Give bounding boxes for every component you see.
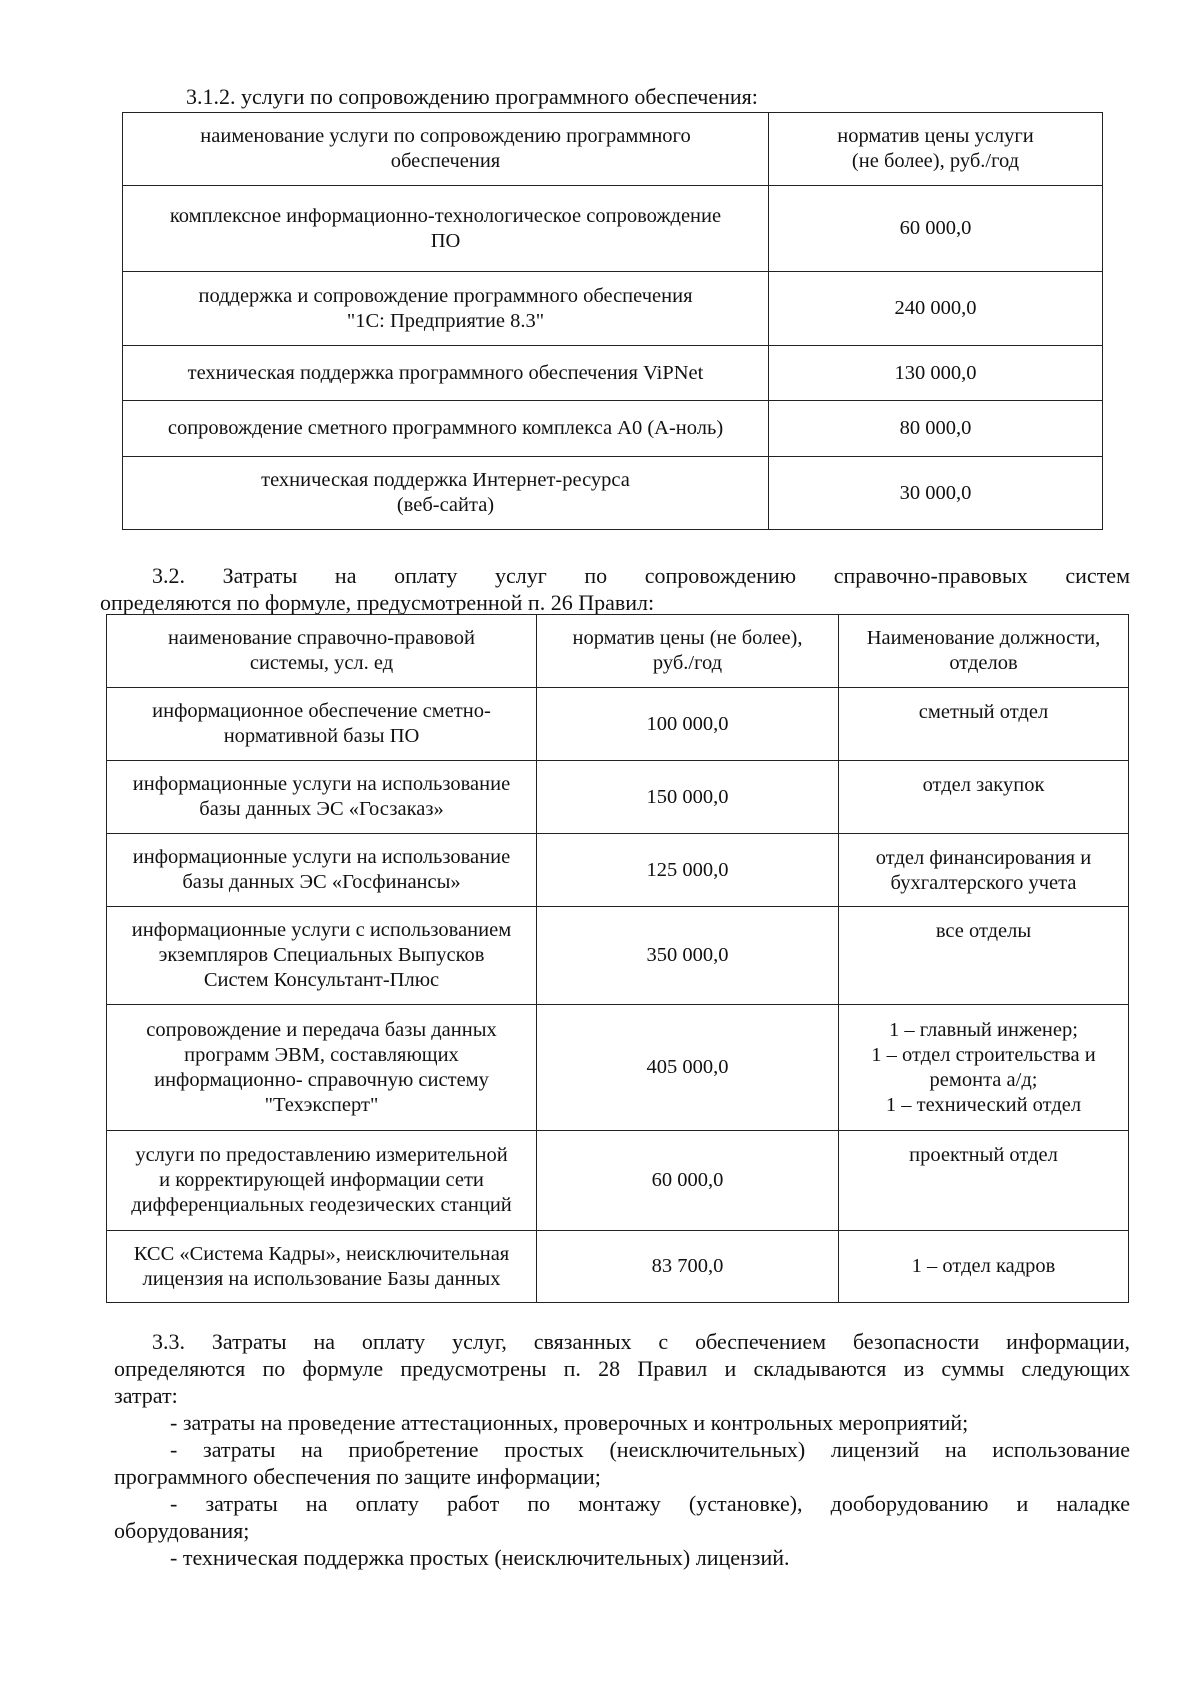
header-service-name: наименование услуги по сопровождению программного обеспечения [123,113,769,186]
price-cell: 350 000,0 [537,907,839,1005]
service-name-cell: техническая поддержка Интернет-ресурса (веб-сайта) [123,457,769,530]
price-cell: 150 000,0 [537,761,839,834]
price-cell: 60 000,0 [537,1131,839,1231]
department-cell: 1 – главный инженер; 1 – отдел строительства и ремонта а/д; 1 – технический отдел [839,1005,1129,1131]
header-price: норматив цены (не более), руб./год [537,615,839,688]
price-cell: 130 000,0 [769,346,1103,401]
software-support-table [122,112,1103,530]
section-3-1-2-heading: 3.1.2. услуги по сопровождению программного обеспечения: [186,84,758,109]
department-cell: все отделы [839,907,1129,1005]
price-cell: 405 000,0 [537,1005,839,1131]
table-row [107,1005,1129,1131]
table-row [123,272,1103,346]
service-name-cell: сопровождение сметного программного комплекса А0 (А-ноль) [123,401,769,457]
table-header-row [123,113,1103,186]
department-cell: сметный отдел [839,688,1129,761]
system-name-cell: информационные услуги с использованием экземпляров Специальных Выпусков Систем Консультант-Плюс [107,907,537,1005]
table-row [107,688,1129,761]
bullet-item: - затраты на оплату работ по монтажу (установке), дооборудованию и наладке [170,1491,1130,1516]
bullet-item: - затраты на приобретение простых (неисключительных) лицензий на использование [170,1437,1130,1462]
service-name-cell: поддержка и сопровождение программного обеспечения "1С: Предприятие 8.3" [123,272,769,346]
table-row [107,834,1129,907]
table-header-row [107,615,1129,688]
system-name-cell: сопровождение и передача базы данных программ ЭВМ, составляющих информационно- справочную систему "Техэксперт" [107,1005,537,1131]
table-row [123,346,1103,401]
service-name-cell: техническая поддержка программного обеспечения ViPNet [123,346,769,401]
department-cell: отдел финансирования и бухгалтерского учета [839,834,1129,907]
bullet-item: - затраты на проведение аттестационных, проверочных и контрольных мероприятий; [170,1410,969,1435]
price-cell: 83 700,0 [537,1231,839,1303]
system-name-cell: услуги по предоставлению измерительной и корректирующей информации сети дифференциальных геодезических станций [107,1131,537,1231]
header-department: Наименование должности, отделов [839,615,1129,688]
price-cell: 80 000,0 [769,401,1103,457]
legal-reference-systems-table [106,614,1129,1303]
system-name-cell: информационные услуги на использование базы данных ЭС «Госфинансы» [107,834,537,907]
table-row [107,1231,1129,1303]
price-cell: 125 000,0 [537,834,839,907]
table-row [123,401,1103,457]
section-3-3-paragraph: 3.3. Затраты на оплату услуг, связанных с обеспечением безопасности информации, определяются по формуле предусмотрены п. 28 Правил и складываются из суммы следующих затрат: - затраты на проведение аттестационных, проверочных и контрольных мероприятий; - затраты на приобретение простых (неисключительных) лицензий на использование программного обеспечения по защите информации; - затраты на оплату работ по монтажу (установке), дооборудованию и наладке оборудования; - техническая поддержка простых (неисключительных) лицензий. [114,1329,1130,1570]
price-cell: 30 000,0 [769,457,1103,530]
price-cell: 100 000,0 [537,688,839,761]
department-cell: 1 – отдел кадров [839,1231,1129,1303]
table-row [107,1131,1129,1231]
system-name-cell: информационное обеспечение сметно- нормативной базы ПО [107,688,537,761]
section-3-2-paragraph: 3.2. Затраты на оплату услуг по сопровождению справочно-правовых систем определяются по формуле, предусмотренной п. 26 Правил: [100,563,1130,615]
bullet-item: - техническая поддержка простых (неисключительных) лицензий. [170,1545,790,1570]
header-price: норматив цены услуги (не более), руб./год [769,113,1103,186]
department-cell: проектный отдел [839,1131,1129,1231]
table-row [123,457,1103,530]
system-name-cell: КСС «Система Кадры», неисключительная лицензия на использование Базы данных [107,1231,537,1303]
system-name-cell: информационные услуги на использование базы данных ЭС «Госзаказ» [107,761,537,834]
table-row [123,186,1103,272]
table-row [107,907,1129,1005]
price-cell: 240 000,0 [769,272,1103,346]
table-row [107,761,1129,834]
service-name-cell: комплексное информационно-технологическое сопровождение ПО [123,186,769,272]
price-cell: 60 000,0 [769,186,1103,272]
department-cell: отдел закупок [839,761,1129,834]
header-system-name: наименование справочно-правовой системы, усл. ед [107,615,537,688]
